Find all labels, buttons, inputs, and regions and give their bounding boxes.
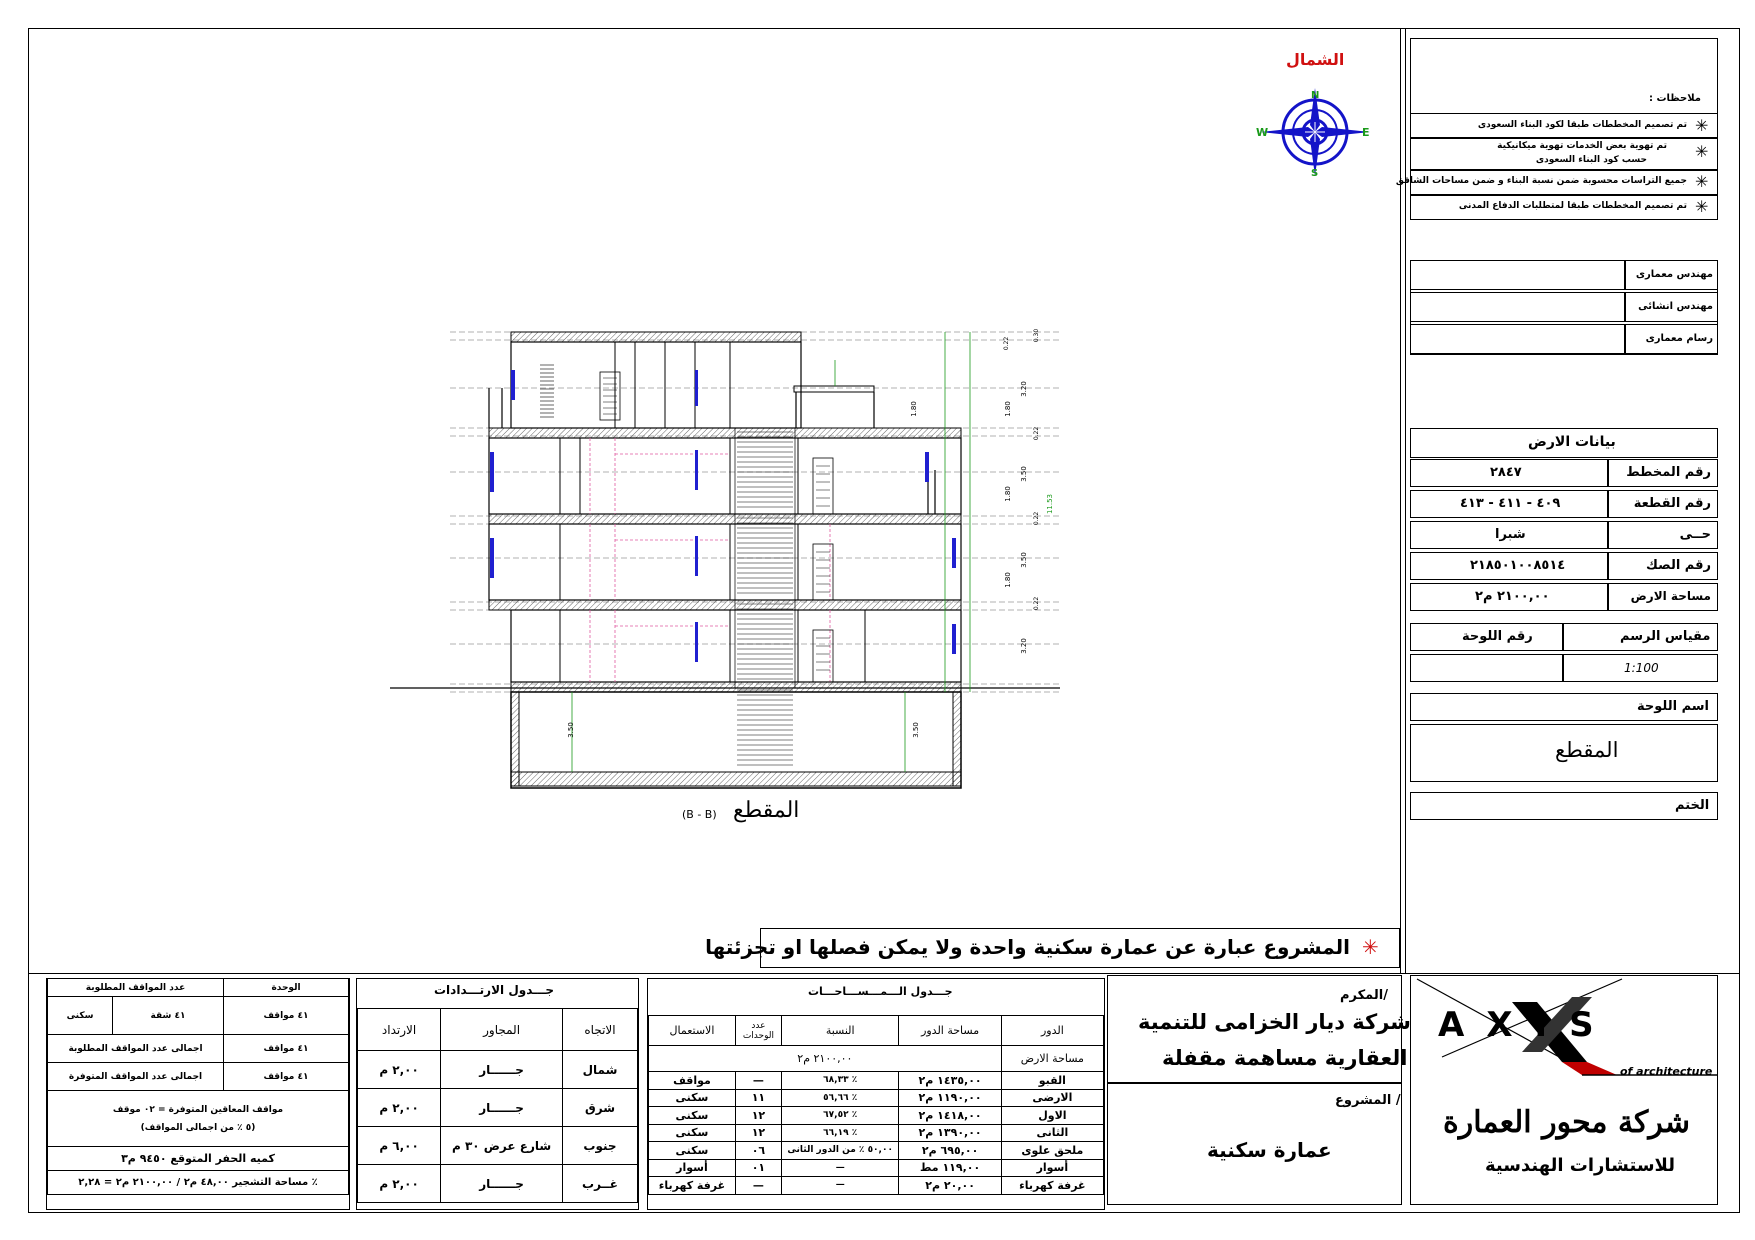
notes-title: ملاحظات : bbox=[1648, 93, 1701, 104]
areas-cell: ١٣٩٠,٠٠ م٢ bbox=[899, 1124, 1001, 1142]
dim-f2: 3.50 bbox=[1019, 466, 1028, 482]
setbacks-cell: ٦,٠٠ م bbox=[358, 1127, 441, 1165]
section-title: المقطع bbox=[733, 798, 800, 823]
stamp-label: الختم bbox=[1675, 798, 1710, 813]
setbacks-cell: جــــــار bbox=[441, 1165, 563, 1203]
setbacks-h-dist: الارتداد bbox=[358, 1009, 441, 1051]
areas-cell: سكنى bbox=[649, 1124, 736, 1142]
land-label-4: رقم الصك bbox=[1646, 558, 1711, 573]
areas-cell: غرفة كهرباء bbox=[1001, 1177, 1103, 1195]
setbacks-cell: شرق bbox=[563, 1089, 638, 1127]
section-id: (B - B) bbox=[682, 808, 717, 821]
areas-cell: غرفة كهرباء bbox=[649, 1177, 736, 1195]
land-title: بيانات الارض bbox=[1528, 434, 1616, 450]
areas-table bbox=[648, 1015, 1104, 1195]
areas-cell: ٦٩٥,٠٠ م٢ bbox=[899, 1142, 1001, 1160]
areas-cell: الارضى bbox=[1001, 1089, 1103, 1107]
dim-slab2: 0.22 bbox=[1033, 426, 1041, 441]
setbacks-row bbox=[358, 1051, 638, 1089]
areas-row bbox=[649, 1072, 1104, 1090]
project-label: المشروع / bbox=[1335, 1093, 1401, 1108]
areas-h-ratio: النسبة bbox=[781, 1016, 899, 1046]
setbacks-title: جـــدول الارتـــدادات bbox=[434, 983, 555, 997]
setbacks-cell: جــــــار bbox=[441, 1051, 563, 1089]
title-block-divider bbox=[1400, 28, 1401, 973]
areas-cell: — bbox=[735, 1072, 781, 1090]
sig-row-3 bbox=[1410, 324, 1625, 354]
areas-cell: سكنى bbox=[649, 1107, 736, 1125]
setbacks-cell: ٢,٠٠ م bbox=[358, 1051, 441, 1089]
bullet-icon-1: ✳ bbox=[1695, 116, 1709, 135]
areas-row bbox=[649, 1089, 1104, 1107]
land-value-3: شبرا bbox=[1495, 527, 1526, 542]
areas-cell: ١١ bbox=[735, 1089, 781, 1107]
parking-table bbox=[47, 978, 349, 1195]
areas-cell: الاول bbox=[1001, 1107, 1103, 1125]
areas-cell: أسوار bbox=[649, 1159, 736, 1177]
land-value-1: ٢٨٤٧ bbox=[1490, 465, 1522, 480]
areas-row bbox=[649, 1177, 1104, 1195]
owner-name-1: شركة ديار الخزامى للتنمية bbox=[1138, 1010, 1411, 1034]
dim-w2: 1.80 bbox=[1003, 486, 1012, 502]
setbacks-cell: شارع عرض ٣٠ م bbox=[441, 1127, 563, 1165]
dim-f1: 3.20 bbox=[1019, 381, 1028, 397]
setbacks-row bbox=[358, 1165, 638, 1203]
land-label-1: رقم المخطط bbox=[1626, 465, 1711, 480]
areas-cell: الثانى bbox=[1001, 1124, 1103, 1142]
parking-total-avail-val: ٤١ مواقف bbox=[224, 1063, 349, 1091]
dim-w1: 1.80 bbox=[1003, 401, 1012, 417]
dim-slab4: 0.22 bbox=[1033, 596, 1041, 611]
areas-row bbox=[649, 1124, 1104, 1142]
compass-s: S bbox=[1311, 168, 1319, 179]
note-4: تم تصميم المخططات طبقا لمتطلبات الدفاع المدنى bbox=[1458, 201, 1687, 211]
areas-cell: ١١٩,٠٠ مط bbox=[899, 1159, 1001, 1177]
compass-n: N bbox=[1311, 90, 1320, 101]
areas-cell: ١١٩٠,٠٠ م٢ bbox=[899, 1089, 1001, 1107]
areas-cell: سكنى bbox=[649, 1089, 736, 1107]
areas-cell: ٠٦ bbox=[735, 1142, 781, 1160]
areas-cell: ١٤١٨,٠٠ م٢ bbox=[899, 1107, 1001, 1125]
sig-label-3: رسام معمارى bbox=[1645, 333, 1713, 344]
areas-land-value: ٢١٠٠,٠٠ م٢ bbox=[649, 1046, 1002, 1072]
areas-cell: ٠١ bbox=[735, 1159, 781, 1177]
areas-cell: ٦٨,٣٣ ٪ bbox=[781, 1072, 899, 1090]
banner-text: المشروع عبارة عن عمارة سكنية واحدة ولا يمكن فصلها او تجزئتها bbox=[705, 935, 1350, 959]
parking-total-avail-label: اجمالى عدد المواقف المتوفرة bbox=[48, 1063, 224, 1091]
parking-planting: مساحة التشجير ٤٨,٠٠ م٢ / ٢١٠٠,٠٠ م٢ = ٢,٢٨ ٪ bbox=[48, 1171, 349, 1195]
scale-label: مقياس الرسم bbox=[1620, 629, 1711, 644]
setbacks-h-dir: الاتجاه bbox=[563, 1009, 638, 1051]
title-block-divider-2 bbox=[1405, 28, 1406, 973]
areas-cell: أسوار bbox=[1001, 1159, 1103, 1177]
setbacks-cell: ٢,٠٠ م bbox=[358, 1165, 441, 1203]
areas-title: جـــدول الـــمـــســـاحـــات bbox=[808, 985, 953, 998]
dim-f4: 3.20 bbox=[1019, 638, 1028, 654]
areas-cell: — bbox=[735, 1177, 781, 1195]
areas-row bbox=[649, 1107, 1104, 1125]
areas-row bbox=[649, 1159, 1104, 1177]
areas-cell: ٦٧,٥٢ ٪ bbox=[781, 1107, 899, 1125]
sheet-name-label: اسم اللوحة bbox=[1637, 699, 1710, 714]
bullet-icon-4: ✳ bbox=[1695, 197, 1709, 216]
setbacks-cell: شمال bbox=[563, 1051, 638, 1089]
compass-w: W bbox=[1256, 126, 1269, 139]
setbacks-row bbox=[358, 1089, 638, 1127]
sig-label-2: مهندس انشائى bbox=[1638, 301, 1713, 312]
setbacks-h-neighbor: المجاور bbox=[441, 1009, 563, 1051]
note-2b: حسب كود البناء السعودى bbox=[1535, 155, 1647, 165]
areas-cell: ١٤٣٥,٠٠ م٢ bbox=[899, 1072, 1001, 1090]
areas-cell: ١٢ bbox=[735, 1124, 781, 1142]
north-label: الشمال bbox=[1286, 50, 1345, 69]
sig-row-2 bbox=[1410, 292, 1625, 322]
parking-type: سكنى bbox=[48, 997, 113, 1035]
bullet-icon-2: ✳ bbox=[1695, 142, 1709, 161]
land-label-5: مساحة الارض bbox=[1630, 589, 1711, 603]
banner-bullet-icon: ✳ bbox=[1362, 935, 1379, 959]
dim-basement-right: 3.50 bbox=[911, 722, 920, 738]
areas-cell: ٢٠,٠٠ م٢ bbox=[899, 1177, 1001, 1195]
areas-h-use: الاستعمال bbox=[649, 1016, 736, 1046]
parking-h-unit: الوحدة bbox=[224, 979, 349, 997]
areas-row bbox=[649, 1142, 1104, 1160]
setbacks-table bbox=[357, 1008, 638, 1203]
note-1: تم تصميم المخططات طبقا لكود البناء السعودى bbox=[1477, 120, 1687, 130]
sig-label-1: مهندس معمارى bbox=[1635, 269, 1713, 280]
areas-cell: — bbox=[781, 1177, 899, 1195]
land-value-2: ٤٠٩ - ٤١١ - ٤١٣ bbox=[1460, 496, 1561, 511]
bullet-icon-3: ✳ bbox=[1695, 172, 1709, 191]
setbacks-cell: جنوب bbox=[563, 1127, 638, 1165]
setbacks-cell: جــــــار bbox=[441, 1089, 563, 1127]
areas-cell: سكنى bbox=[649, 1142, 736, 1160]
areas-land-label: مساحة الارض bbox=[1001, 1046, 1103, 1072]
parking-disabled-1: مواقف المعاقين المتوفرة = ٠٢ موقف bbox=[112, 1104, 284, 1115]
land-label-3: حــى bbox=[1679, 527, 1711, 542]
setbacks-row bbox=[358, 1127, 638, 1165]
note-3: جميع التراسات محسوبة ضمن نسبة البناء و ضمن مساحات الشاقق bbox=[1395, 176, 1687, 186]
parking-total-req-val: ٤١ مواقف bbox=[224, 1035, 349, 1063]
setbacks-cell: ٢,٠٠ م bbox=[358, 1089, 441, 1127]
company-sub: للاستشارات الهندسية bbox=[1485, 1155, 1675, 1176]
land-value-5: ٢١٠٠,٠٠ م٢ bbox=[1475, 589, 1550, 604]
parking-excavation: كميه الحفر المتوقع ٩٤٥٠ م٣ bbox=[48, 1147, 349, 1171]
dim-w3: 1.80 bbox=[1003, 572, 1012, 588]
parking-disabled-cell bbox=[48, 1091, 349, 1147]
stamp-label-box bbox=[1410, 792, 1718, 820]
areas-cell: ٦٦,١٩ ٪ bbox=[781, 1124, 899, 1142]
parking-req-val: ٤١ مواقف bbox=[224, 997, 349, 1035]
company-name: شركة محور العمارة bbox=[1443, 1105, 1691, 1140]
dim-total: 11.53 bbox=[1046, 493, 1055, 515]
areas-h-area: مساحة الدور bbox=[899, 1016, 1001, 1046]
logo-sub: of architecture bbox=[1620, 1065, 1713, 1078]
areas-h-units: عدد الوحدات bbox=[735, 1016, 781, 1046]
land-label-2: رقم القطعة bbox=[1633, 496, 1711, 511]
land-value-4: ٢١٨٥٠١٠٠٨٥١٤ bbox=[1470, 558, 1566, 573]
areas-cell: — bbox=[781, 1159, 899, 1177]
parking-h-count: عدد المواقف المطلوبة bbox=[48, 979, 224, 997]
project-name: عمارة سكنية bbox=[1207, 1138, 1332, 1162]
sheet-no-label: رقم اللوحة bbox=[1462, 629, 1533, 644]
dim-annex: 1.80 bbox=[909, 401, 918, 417]
areas-cell: ١٢ bbox=[735, 1107, 781, 1125]
sheet-no-value-box bbox=[1410, 654, 1563, 682]
dim-parapet: 0.30 bbox=[1033, 328, 1041, 343]
parking-total-req-label: اجمالى عدد المواقف المطلوبة bbox=[48, 1035, 224, 1063]
areas-cell: ٥٠,٠٠ ٪ من الدور الثانى bbox=[781, 1142, 899, 1160]
scale-value: 1:100 bbox=[1624, 661, 1659, 675]
note-2: تم تهوية بعض الخدمات تهوية ميكانيكية bbox=[1497, 141, 1667, 151]
compass-e: E bbox=[1362, 126, 1370, 139]
owner-label: المكرم/ bbox=[1340, 988, 1388, 1003]
areas-h-floor: الدور bbox=[1001, 1016, 1103, 1046]
owner-name-2: العقارية مساهمة مقفلة bbox=[1162, 1046, 1408, 1070]
areas-cell: مواقف bbox=[649, 1072, 736, 1090]
setbacks-cell: غــرب bbox=[563, 1165, 638, 1203]
bottom-strip-top bbox=[28, 973, 1740, 974]
section-drawing bbox=[380, 320, 1080, 790]
areas-cell: ملحق علوى bbox=[1001, 1142, 1103, 1160]
logo-text: AXIS bbox=[1438, 1005, 1616, 1045]
sheet-name: المقطع bbox=[1555, 738, 1619, 762]
areas-cell: القبو bbox=[1001, 1072, 1103, 1090]
parking-disabled-2: (٥ ٪ من اجمالى المواقف) bbox=[140, 1122, 256, 1133]
dim-slab3: 0.22 bbox=[1033, 511, 1041, 526]
parking-req: ٤١ شقة bbox=[113, 997, 224, 1035]
areas-cell: ٥٦,٦٦ ٪ bbox=[781, 1089, 899, 1107]
sig-row-1 bbox=[1410, 260, 1625, 290]
dim-basement-left: 3.50 bbox=[566, 722, 575, 738]
dim-slab1: 0.22 bbox=[1003, 336, 1011, 351]
dim-f3: 3.50 bbox=[1019, 552, 1028, 568]
